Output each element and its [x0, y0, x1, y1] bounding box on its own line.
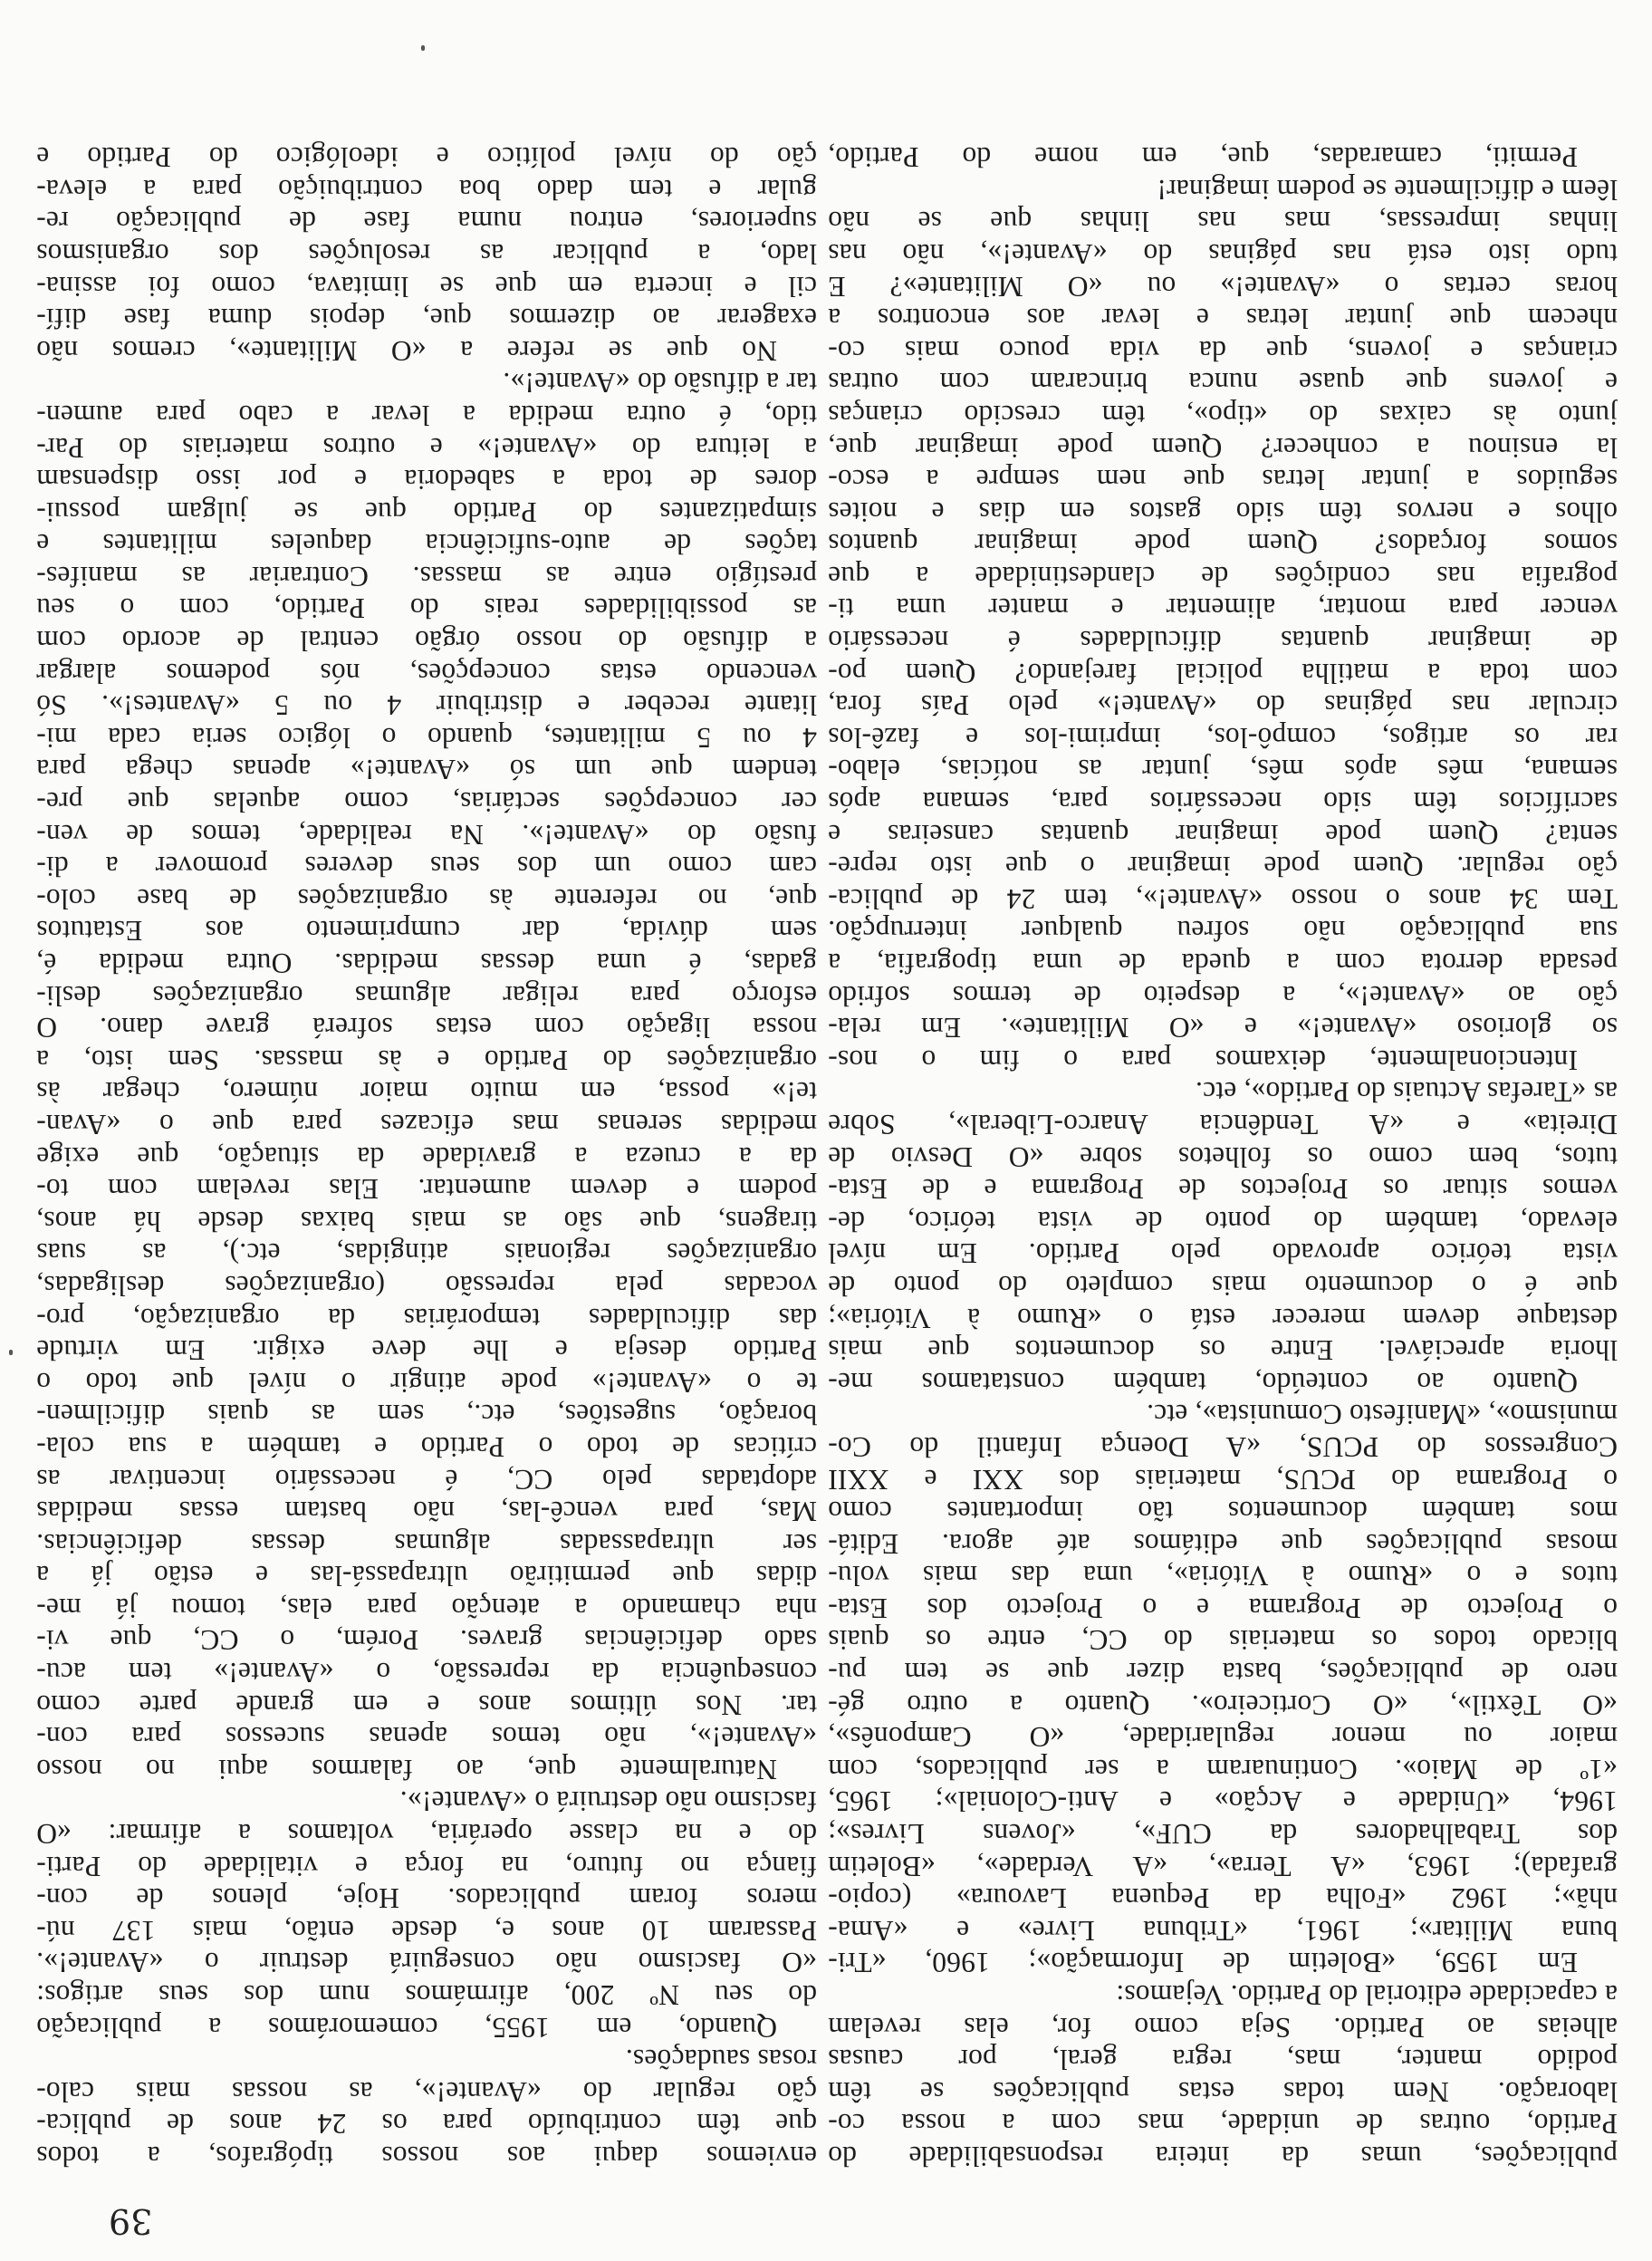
text-line: as possibilidades reais do Partido, com o seu: [36, 592, 817, 625]
text-line: enviemos daqui aos nossos tipógrafos, a todos: [36, 2141, 817, 2172]
text-line: crianças e jovens, que da vida pouco mais co-: [828, 334, 1618, 367]
text-line: o Projecto de Programa e o Projecto dos Esta-: [828, 1592, 1618, 1624]
text-line: ção ao «Avante!», a despeito de termos sofrido: [828, 979, 1618, 1012]
text-line: meros foram publicados. Hoje, plenos de con-: [36, 1882, 817, 1915]
text-line: so glorioso «Avante!» e «O Militante». Em rela-: [828, 1012, 1618, 1044]
text-line: críticas de todo o Partido e também a sua cola-: [36, 1430, 817, 1463]
text-line: junto às caixas do «tipo», têm crescido crianças: [828, 399, 1618, 431]
text-line: horas certas o «Avante!» ou «O Militante»? E: [828, 270, 1618, 303]
text-line: ção regular do «Avante!», as nossas mais calo-: [36, 2075, 817, 2108]
text-line: fascismo não destruirá o «Avante!».: [399, 1785, 817, 1818]
text-line: mos também documentos tão importantes como: [828, 1496, 1618, 1528]
text-line: buna Militar»; 1961, «Tribuna Livre» e «Ama-: [828, 1914, 1618, 1947]
text-line: que têm contribuído para os 24 anos de publica-: [36, 2108, 817, 2141]
text-line: exagerar ao dizermos que, depois duma fase difí-: [36, 303, 817, 335]
text-line: tendem que um só «Avante!» apenas chega para: [36, 754, 817, 786]
text-line: Direita» e «A Tendência Anarco-Liberal», Sobre: [828, 1109, 1618, 1140]
text-line: 4 ou 5 militantes, quando o lógico seria cada mi-: [36, 721, 817, 754]
text-line: Partido, outras de unidade, mas com a nossa co-: [828, 2108, 1618, 2141]
text-line: que, no referente às organizações de base colo-: [36, 882, 817, 915]
text-line: podem e devem aumentar. Elas revelam com to-: [36, 1173, 817, 1206]
text-line: grafada); 1963, «A Terra», «A Verdade», «Boletim: [828, 1850, 1618, 1882]
text-line: Passaram 10 anos e, desde então, mais 137 nú-: [36, 1914, 817, 1947]
text-line: pografia nas condições de clandestinidade a que: [828, 560, 1618, 592]
page-number: 39: [109, 2201, 153, 2241]
text-line: do e na classe operária, voltamos a afirmar: «O: [36, 1818, 817, 1851]
text-line: vencendo estas concepções, nós podemos alargar: [36, 657, 817, 689]
text-line: podido manter, mas, regra geral, por causas: [828, 2044, 1618, 2076]
text-line: «O Têxtil», «O Corticeiro». Quanto a outro gé-: [828, 1689, 1618, 1721]
text-line: Partido deseja e lhe deve exigir. Em virtude: [36, 1334, 817, 1367]
text-column-right: [36, 141, 817, 2172]
text-line: senta? Quem pode imaginar quantas canseiras e: [828, 818, 1618, 851]
text-line: gular e tem dado boa contribuição para a eleva-: [36, 173, 817, 206]
paragraph: [36, 2044, 817, 2172]
text-line: consequência da repressão, o «Avante!» tem acu-: [36, 1657, 817, 1689]
text-line: gadas, é uma dessas medidas. Outra medida é,: [36, 948, 817, 980]
text-line: de imaginar quantas dificuldades é necessário: [828, 625, 1618, 658]
text-line: que é o documento mais completo do ponto de: [828, 1269, 1618, 1302]
text-line: ção do nível político e ideológico do Partido e: [36, 141, 817, 174]
text-line: organizações do Partido e às massas. Sem isto, a: [36, 1044, 817, 1076]
text-line: sado deficiências graves. Porém, o CC, que vi-: [36, 1624, 817, 1657]
text-column-left: [828, 141, 1618, 2172]
text-line: esforço para religar algumas organizações desli-: [36, 979, 817, 1012]
text-line: destaque devem merecer está o «Rumo à Vitória»;: [828, 1302, 1618, 1334]
text-line: munismo», «Manifesto Comunista», etc.: [1146, 1399, 1618, 1431]
text-line: fiança no futuro, na força e vitalidade do Parti-: [36, 1850, 817, 1882]
text-line: Quando, em 1955, comemorámos a publicação: [36, 2011, 777, 2044]
text-line: 1964, «Unidade e Acção» e Anti-Colonial»; 1965,: [828, 1785, 1618, 1818]
text-line: vocadas pela repressão (organizações desligadas,: [36, 1269, 817, 1302]
text-line: pesada derrota com a queda de uma tipografia, a: [828, 948, 1618, 980]
text-line: tiragens, que são as mais baixas desde há anos,: [36, 1205, 817, 1237]
text-line: Mas, para vencê-las, não bastam essas medidas: [36, 1496, 817, 1528]
text-line: lhoria apreciável. Entre os documentos que mais: [828, 1334, 1618, 1367]
text-line: lado, a publicar as resoluções dos organismos: [36, 237, 817, 270]
text-line: prestígio entre as massas. Contrariar as manifes-: [36, 560, 817, 592]
text-line: blicado todos os materiais do CC, entre os quais: [828, 1624, 1618, 1657]
text-line: da a crueza a gravidade da situação, que exige: [36, 1140, 817, 1173]
text-line: nero de publicações, basta dizer que se tem pu-: [828, 1657, 1618, 1689]
text-line: vista teórico aprovado pelo Partido. Em nível: [828, 1237, 1618, 1270]
paragraph: [828, 141, 1618, 174]
paragraph: [828, 1978, 1618, 2172]
text-line: das dificuldades temporárias da organização, pro-: [36, 1302, 817, 1334]
paragraph: [828, 173, 1618, 1076]
text-line: a leitura do «Avante!» e outros materiais do Par-: [36, 431, 817, 464]
text-line: tar. Nos últimos anos e em grande parte como: [36, 1689, 817, 1721]
text-line: laboração. Nem todas estas publicações se têm: [828, 2075, 1618, 2108]
paragraph: [36, 141, 817, 367]
text-line: sem dúvida, dar cumprimento aos Estatutos: [36, 915, 817, 948]
text-line: do seu Nº 200, afirmámos num dos seus artigos:: [36, 1979, 817, 2012]
text-line: nha chamando a atenção para elas, tomou já me-: [36, 1592, 817, 1624]
text-line: nhecem que juntar letras e levar aos encontros a: [828, 303, 1618, 335]
text-line: medidas serenas mas eficazes para que o «Avan-: [36, 1109, 817, 1140]
text-line: circular nas páginas do «Avante!» pelo País fora,: [828, 689, 1618, 722]
text-line: dos Trabalhadores da CUF», «Jovens Livres»;: [828, 1818, 1618, 1851]
text-line: te o «Avante!» pode atingir o nível que todo o: [36, 1366, 817, 1399]
text-line: «O fascismo não conseguirá destruir o «Avante!».: [36, 1947, 817, 1979]
text-line: tar a difusão do «Avante!».: [503, 367, 817, 399]
text-line: Intencionalmente, deixamos para o fim o nos-: [828, 1044, 1578, 1076]
text-line: organizações regionais atingidas, etc.), as suas: [36, 1237, 817, 1270]
text-line: elevado, também do ponto de vista teórico, de-: [828, 1205, 1618, 1237]
text-line: Permiti, camaradas, que, em nome do Partido,: [828, 141, 1578, 174]
text-line: sacrifícios têm sido necessários para, semana após: [828, 786, 1618, 819]
text-line: as «Tarefas Actuais do Partido», etc.: [1195, 1076, 1618, 1109]
text-line: a capacidade editorial do Partido. Vejamos:: [1116, 1979, 1618, 2012]
text-line: sua publicação não sofreu qualquer interrupção.: [828, 915, 1618, 948]
text-line: te!» possa, em muito maior número, chegar às: [36, 1076, 817, 1109]
text-line: litante receber e distribuir 4 ou 5 «Avantes!». Só: [36, 689, 817, 722]
text-line: rosas saudações.: [625, 2044, 817, 2076]
paragraph: [828, 1399, 1618, 1979]
text-line: ser ultrapassadas algumas dessas deficiências.: [36, 1527, 817, 1560]
text-line: cil e incerta em que se limitava, como foi assina-: [36, 270, 817, 303]
text-line: o Programa do PCUS, materiais dos XXI e XXII: [828, 1463, 1618, 1496]
text-line: «1º de Maio». Continuaram a ser publicados, com: [828, 1753, 1618, 1785]
text-line: la ensinou a conhecer? Quem pode imaginar que,: [828, 431, 1618, 464]
text-line: No que se refere a «O Militante», cremos não: [36, 334, 777, 367]
text-line: «Avante!», não temos apenas sucessos para con-: [36, 1721, 817, 1754]
text-line: dores de toda a sabedoria e por isso dispensam: [36, 464, 817, 496]
text-line: Congressos do PCUS, «A Doença Infantil do Co-: [828, 1430, 1618, 1463]
text-line: e jovens que quase nunca brincaram com outras: [828, 367, 1618, 399]
text-line: nhã»; 1962 «Folha da Pequena Lavoura» (copio-: [828, 1882, 1618, 1915]
text-line: tutos e o «Rumo à Vitória», uma das mais volu-: [828, 1560, 1618, 1592]
text-line: tações de auto-suficiência daqueles militantes e: [36, 528, 817, 561]
text-line: tido, é outra medida a levar a cabo para aumen-: [36, 399, 817, 431]
text-line: maior ou menor regularidade, «O Camponês»,: [828, 1721, 1618, 1754]
text-line: alheias ao Partido. Seja como for, elas revelam: [828, 2011, 1618, 2044]
text-line: boração, sugestões, etc., sem as quais dificilmen-: [36, 1399, 817, 1431]
text-line: com toda a matilha policial farejando? Quem po-: [828, 657, 1618, 689]
text-line: Em 1959, «Boletim de Informação»; 1960, «Tri-: [828, 1947, 1578, 1979]
text-line: a difusão do nosso órgão central de acordo com: [36, 625, 817, 658]
paragraph: [828, 1076, 1618, 1399]
text-line: linhas impressas, mas nas linhas que se não: [828, 206, 1618, 238]
scan-speck: [421, 45, 425, 51]
text-line: nossa ligação com estas sofrerá grave dano. O: [36, 1012, 817, 1044]
paragraph: [36, 367, 817, 1785]
text-line: Naturalmente que, ao falarmos aqui no nosso: [36, 1753, 777, 1785]
text-line: simpatizantes do Partido que se julgam possui-: [36, 495, 817, 528]
text-line: tutos, bem como os folhetos sobre «O Desvio de: [828, 1140, 1618, 1173]
text-line: ção regular. Quem pode imaginar o que isto repre-: [828, 851, 1618, 883]
text-line: olhos e nervos têm sido gastos em dias e noites: [828, 495, 1618, 528]
text-line: publicações, umas da inteira responsabilidade do: [828, 2141, 1618, 2172]
text-line: vemos situar os Projectos de Programa e de Esta-: [828, 1173, 1618, 1206]
text-line: lêem e dificilmente se podem imaginar!: [1157, 173, 1618, 206]
text-line: tudo isto está nas páginas do «Avante!», não nas: [828, 237, 1618, 270]
text-line: semana, mês após mês, juntar as notícias, elabo-: [828, 754, 1618, 786]
text-line: fusão do «Avante!». Na realidade, temos de ven-: [36, 818, 817, 851]
text-line: Quanto ao conteúdo, também constatamos me-: [828, 1366, 1578, 1399]
text-line: cam como um dos seus deveres promover a di-: [36, 851, 817, 883]
text-line: rar os artigos, compô-los, imprimi-los e fazê-los: [828, 721, 1618, 754]
text-line: mosas publicações que editámos até agora. Editá-: [828, 1527, 1618, 1560]
text-line: superiores, entrou numa fase de publicação re-: [36, 206, 817, 238]
text-line: Tem 34 anos o nosso «Avante!», tem 24 de publica-: [828, 882, 1618, 915]
text-line: didas que permitirão ultrapassá-las e estão já a: [36, 1560, 817, 1592]
text-line: seguidos a juntar letras que nem sempre a esco-: [828, 464, 1618, 496]
text-line: adoptadas pelo CC, é necessário incentivar as: [36, 1463, 817, 1496]
text-line: cer concepções sectárias, como aquelas que pre-: [36, 786, 817, 819]
scan-speck: [9, 1350, 13, 1355]
text-line: vencer para montar, alimentar e manter uma ti-: [828, 592, 1618, 625]
text-line: somos forçados? Quem pode imaginar quantos: [828, 528, 1618, 561]
paragraph: [36, 1785, 817, 2044]
